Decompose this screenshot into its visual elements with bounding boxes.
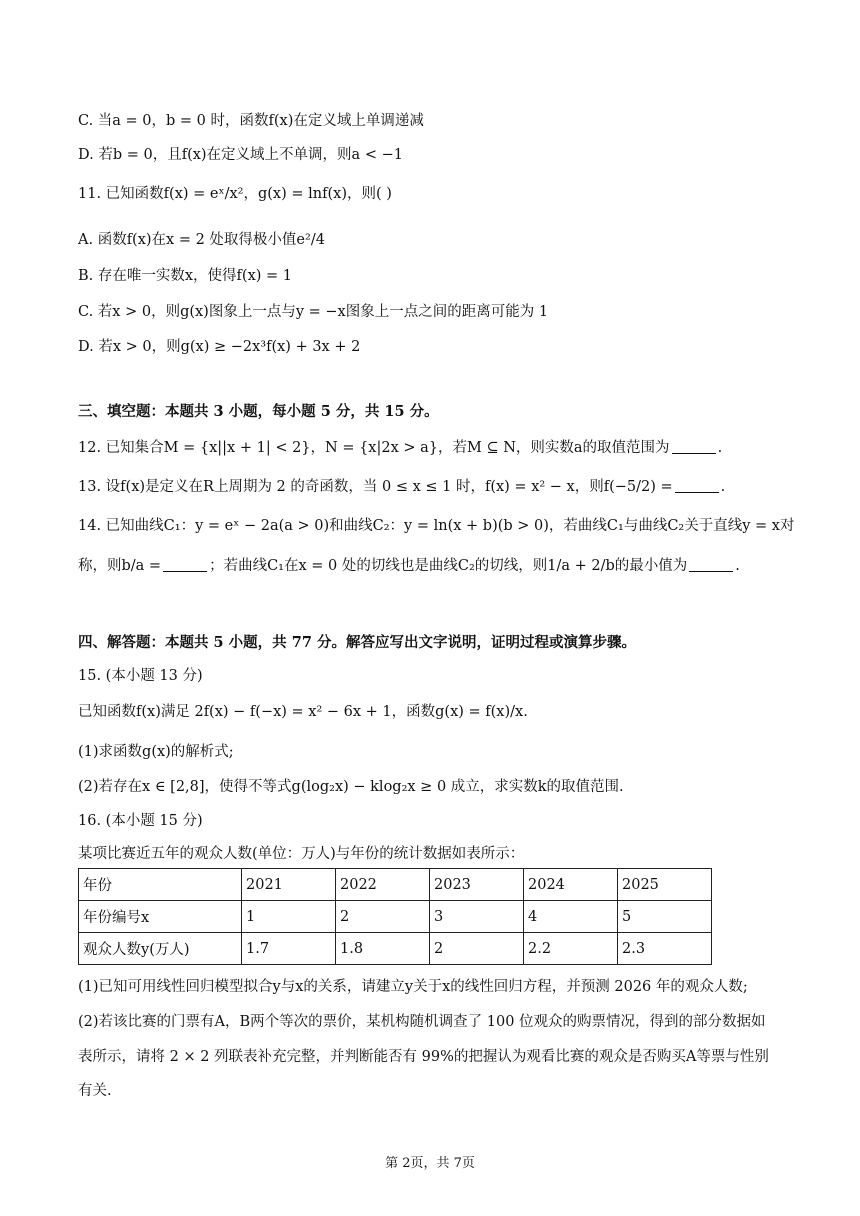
table-cell: 观众人数y(万人) bbox=[79, 933, 242, 965]
question-14-line2: 称，则b/a = ；若曲线C₁在x = 0 处的切线也是曲线C₂的切线，则1/a + 2/b的最小值为 . bbox=[78, 558, 740, 574]
option-11a: A. 函数f(x)在x = 2 处取得极小值e²/4 bbox=[78, 232, 325, 248]
question-15-stem: 已知函数f(x)满足 2f(x) − f(−x) = x² − 6x + 1，函数g(x) = f(x)/x. bbox=[78, 704, 528, 720]
table-cell: 2 bbox=[430, 933, 524, 965]
question-11: 11. 已知函数f(x) = eˣ/x²，g(x) = lnf(x)，则( ) bbox=[78, 186, 392, 202]
question-16-stem: 某项比赛近五年的观众人数(单位：万人)与年份的统计数据如表所示： bbox=[78, 846, 525, 862]
table-row bbox=[79, 869, 712, 901]
answer-blank bbox=[163, 571, 207, 572]
question-15-header: 15. (本小题 13 分) bbox=[78, 668, 203, 684]
option-10d: D. 若b = 0，且f(x)在定义域上不单调，则a < −1 bbox=[78, 147, 403, 163]
table-cell: 2 bbox=[336, 901, 430, 933]
table-cell: 年份 bbox=[79, 869, 242, 901]
table-cell: 2.3 bbox=[618, 933, 712, 965]
question-16-part1: (1)已知可用线性回归模型拟合y与x的关系，请建立y关于x的线性回归方程，并预测 2026 年的观众人数; bbox=[78, 979, 748, 995]
stats-table bbox=[78, 868, 712, 965]
answer-blank bbox=[675, 492, 719, 493]
section-3-heading: 三、填空题：本题共 3 小题，每小题 5 分，共 15 分。 bbox=[78, 403, 439, 420]
question-16-part2-line3: 有关. bbox=[78, 1083, 112, 1099]
table-cell: 5 bbox=[618, 901, 712, 933]
answer-blank bbox=[672, 453, 716, 454]
question-16-part2-line2: 表所示，请将 2 × 2 列联表补充完整，并判断能否有 99%的把握认为观看比赛的观众是否购买A等票与性别 bbox=[78, 1049, 769, 1065]
question-12: 12. 已知集合M = {x||x + 1| < 2}，N = {x|2x > a}，若M ⊆ N，则实数a的取值范围为 . bbox=[78, 440, 723, 456]
table-cell: 2025 bbox=[618, 869, 712, 901]
question-14-line1: 14. 已知曲线C₁：y = eˣ − 2a(a > 0)和曲线C₂：y = ln(x + b)(b > 0)，若曲线C₁与曲线C₂关于直线y = x对 bbox=[78, 518, 795, 534]
question-14-part1: 称，则b/a = bbox=[78, 558, 162, 574]
table-cell: 4 bbox=[524, 901, 618, 933]
question-16-part2-line1: (2)若该比赛的门票有A，B两个等次的票价，某机构随机调查了 100 位观众的购票情况，得到的部分数据如 bbox=[78, 1014, 766, 1030]
table-cell: 2023 bbox=[430, 869, 524, 901]
section-4-heading: 四、解答题：本题共 5 小题，共 77 分。解答应写出文字说明，证明过程或演算步骤。 bbox=[78, 634, 636, 651]
question-14-part2: ；若曲线C₁在x = 0 处的切线也是曲线C₂的切线，则1/a + 2/b的最小值为 bbox=[209, 558, 688, 574]
table-cell: 2024 bbox=[524, 869, 618, 901]
table-cell: 1.7 bbox=[242, 933, 336, 965]
table-row bbox=[79, 933, 712, 965]
table-cell: 2.2 bbox=[524, 933, 618, 965]
page-footer: 第 2页，共 7页 bbox=[385, 1156, 475, 1171]
question-12-text: 12. 已知集合M = {x||x + 1| < 2}，N = {x|2x > a}，若M ⊆ N，则实数a的取值范围为 bbox=[78, 440, 670, 456]
option-11d: D. 若x > 0，则g(x) ≥ −2x³f(x) + 3x + 2 bbox=[78, 339, 361, 355]
table-cell: 1.8 bbox=[336, 933, 430, 965]
table-row bbox=[79, 901, 712, 933]
question-15-part2: (2)若存在x ∈ [2,8]，使得不等式g(log₂x) − klog₂x ≥ 0 成立，求实数k的取值范围. bbox=[78, 779, 624, 795]
question-13: 13. 设f(x)是定义在R上周期为 2 的奇函数，当 0 ≤ x ≤ 1 时，f(x) = x² − x，则f(−5/2) = . bbox=[78, 479, 726, 495]
table-cell: 1 bbox=[242, 901, 336, 933]
table-cell: 2022 bbox=[336, 869, 430, 901]
table-cell: 3 bbox=[430, 901, 524, 933]
answer-blank bbox=[689, 571, 733, 572]
option-10c: C. 当a = 0，b = 0 时，函数f(x)在定义域上单调递减 bbox=[78, 113, 424, 129]
option-11c: C. 若x > 0，则g(x)图象上一点与y = −x图象上一点之间的距离可能为 1 bbox=[78, 304, 549, 320]
table-cell: 年份编号x bbox=[79, 901, 242, 933]
question-13-text: 13. 设f(x)是定义在R上周期为 2 的奇函数，当 0 ≤ x ≤ 1 时，f(x) = x² − x，则f(−5/2) = bbox=[78, 479, 673, 495]
question-16-header: 16. (本小题 15 分) bbox=[78, 813, 203, 829]
question-15-part1: (1)求函数g(x)的解析式; bbox=[78, 744, 234, 760]
option-11b: B. 存在唯一实数x，使得f(x) = 1 bbox=[78, 268, 293, 284]
table-cell: 2021 bbox=[242, 869, 336, 901]
